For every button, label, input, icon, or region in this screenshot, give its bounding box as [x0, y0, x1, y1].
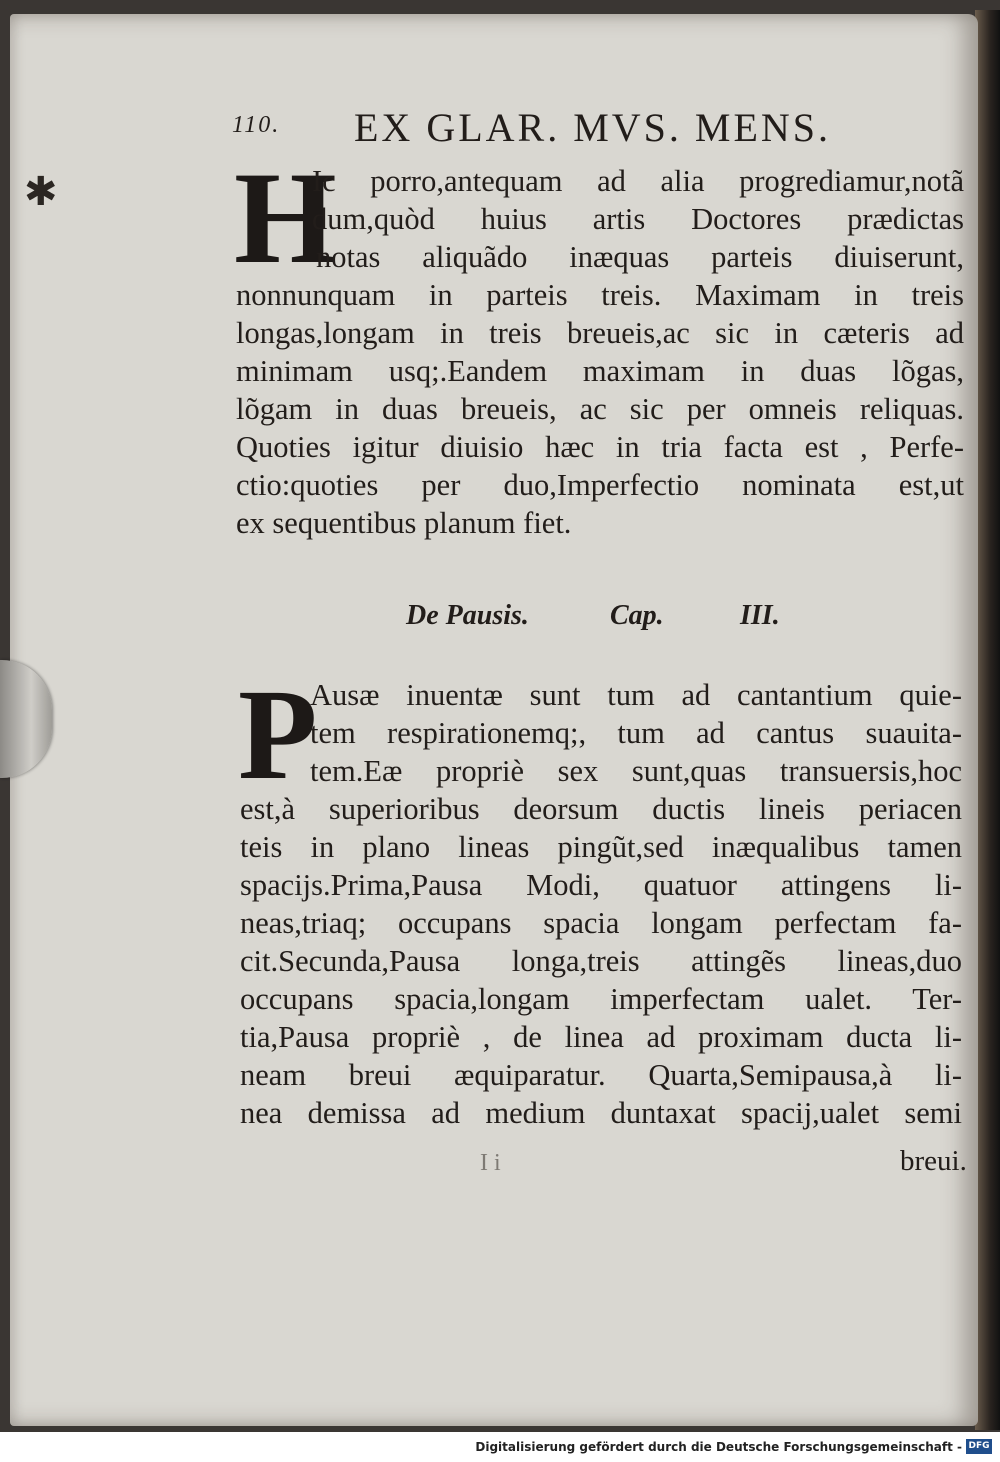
signature-mark: I i [480, 1150, 501, 1176]
paragraph-2 [240, 676, 962, 1132]
margin-asterisk-mark: ✱ [24, 169, 58, 214]
drop-cap-initial: H [234, 144, 337, 291]
text-line: longas,longam in treis breueis,ac sic in cæteris ad [236, 316, 964, 350]
text-line: est,à superioribus deorsum ductis lineis periacen [240, 792, 962, 826]
book-edge [975, 10, 1000, 1430]
text-line: tia,Pausa propriè , de linea ad proximam ducta li- [240, 1020, 962, 1054]
text-line: ex sequentibus planum fiet. [236, 506, 572, 540]
text-line: neas,triaq; occupans spacia longam perfectam fa- [240, 906, 962, 940]
text-line: Quoties igitur diuisio hæc in tria facta est , Perfe- [236, 430, 964, 464]
text-line: nea demissa ad medium duntaxat spacij,ualet semi [240, 1096, 962, 1130]
dfg-logo-icon: DFG [966, 1439, 992, 1454]
chapter-cap-label: Cap. [610, 600, 664, 631]
text-line: occupans spacia,longam imperfectam ualet. Ter- [240, 982, 962, 1016]
text-line: notas aliquãdo inæquas parteis diuiserunt, [316, 240, 964, 274]
funding-notice: Digitalisierung gefördert durch die Deutsche Forschungsgemeinschaft - [475, 1440, 962, 1454]
text-line: minimam usq;.Eandem maximam in duas lõgas, [236, 354, 964, 388]
text-line: Ic porro,antequam ad alia progrediamur,notã [312, 164, 964, 198]
page-number: 110. [232, 112, 281, 138]
text-line: dum,quòd huius artis Doctores prædictas [312, 202, 964, 236]
chapter-title: De Pausis. [406, 600, 529, 631]
text-line: cit.Secunda,Pausa longa,treis attingẽs lineas,duo [240, 944, 962, 978]
drop-cap-initial: P [238, 663, 318, 807]
catchword: breui. [900, 1145, 967, 1177]
text-line: neam breui æquiparatur. Quarta,Semipausa,à li- [240, 1058, 962, 1092]
text-line: ctio:quoties per duo,Imperfectio nominata est,ut [236, 468, 964, 502]
text-line: tem.Eæ propriè sex sunt,quas transuersis,hoc [310, 754, 962, 788]
text-line: teis in plano lineas pingũt,sed inæqualibus tamen [240, 830, 962, 864]
text-line: spacijs.Prima,Pausa Modi, quatuor attingens li- [240, 868, 962, 902]
chapter-number: III. [740, 600, 780, 631]
running-title: EX GLAR. MVS. MENS. [354, 105, 832, 150]
page-header [232, 104, 972, 154]
text-line: tem respirationemq;, tum ad cantus suauita- [310, 716, 962, 750]
paragraph-1 [236, 162, 964, 542]
footer-bar [0, 1432, 1000, 1462]
text-line: nonnunquam in parteis treis. Maximam in treis [236, 278, 964, 312]
text-line: Ausæ inuentæ sunt tum ad cantantium quie- [310, 678, 962, 712]
text-line: lõgam in duas breueis, ac sic per omneis reliquas. [236, 392, 964, 426]
